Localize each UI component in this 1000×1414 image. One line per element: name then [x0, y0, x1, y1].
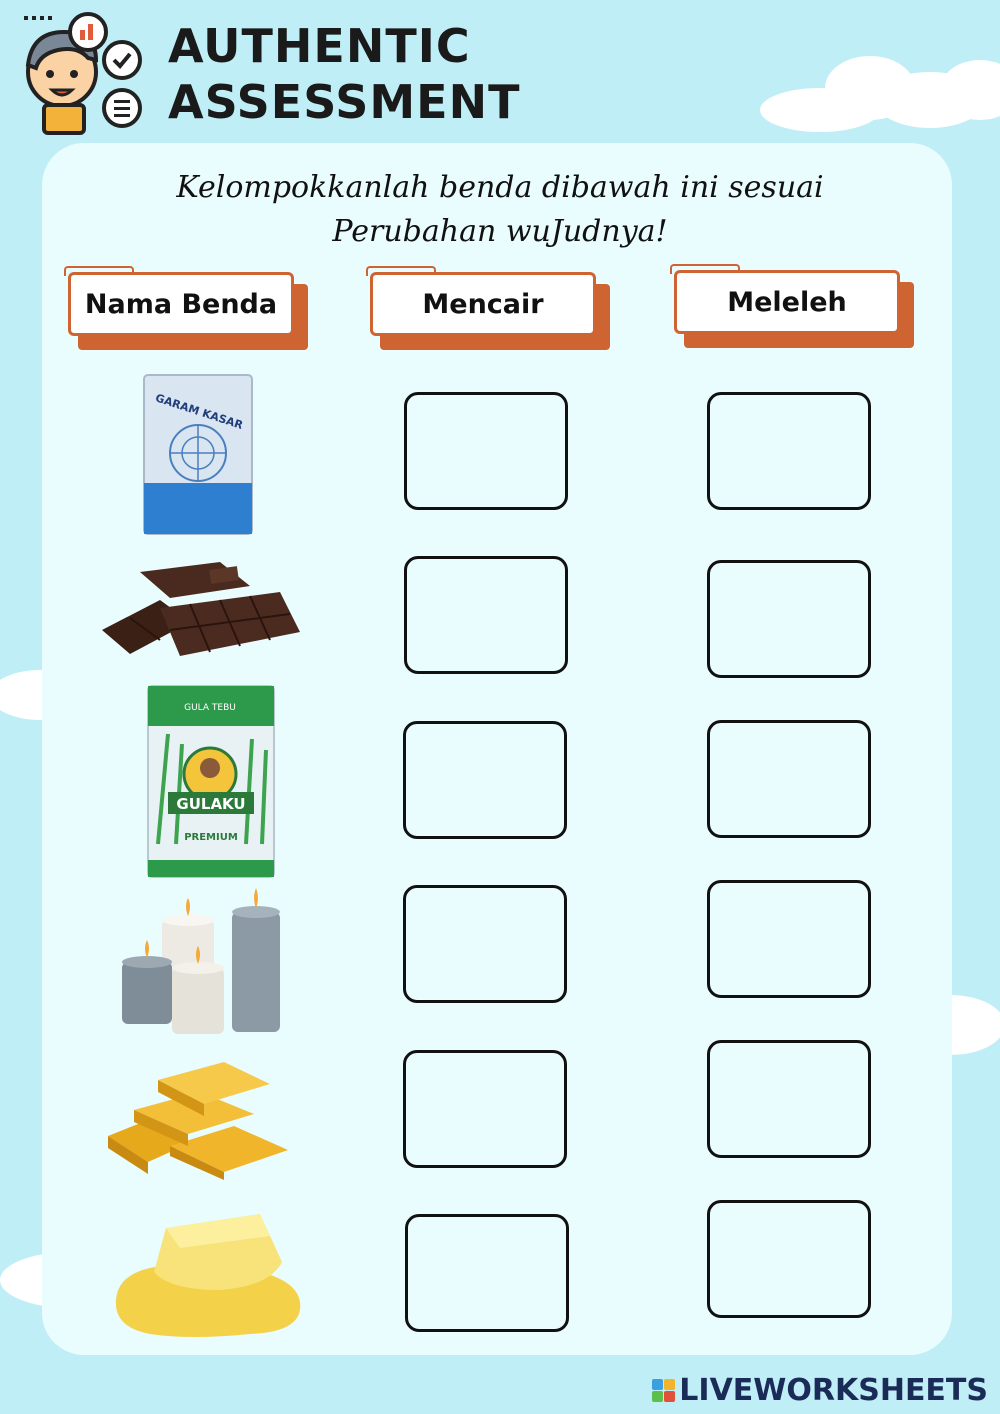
- page-title: AUTHENTIC ASSESSMENT: [168, 19, 521, 129]
- answer-box-mencair-6[interactable]: [405, 1214, 569, 1332]
- candles-image[interactable]: [118, 884, 284, 1038]
- gulaku-sugar-bag-image[interactable]: [146, 684, 276, 879]
- column-header-meleleh: Meleleh: [674, 270, 914, 350]
- answer-box-meleleh-3[interactable]: [707, 720, 871, 838]
- chocolate-bar-image[interactable]: [100, 560, 302, 660]
- answer-box-mencair-5[interactable]: [403, 1050, 567, 1168]
- column-header-nama-benda: Nama Benda: [68, 272, 308, 352]
- answer-box-mencair-4[interactable]: [403, 885, 567, 1003]
- answer-box-meleleh-5[interactable]: [707, 1040, 871, 1158]
- column-header-mencair: Mencair: [370, 272, 610, 352]
- answer-box-mencair-1[interactable]: [404, 392, 568, 510]
- answer-box-mencair-3[interactable]: [403, 721, 567, 839]
- answer-box-meleleh-4[interactable]: [707, 880, 871, 998]
- cloud-decoration: [740, 40, 1000, 140]
- answer-box-meleleh-1[interactable]: [707, 392, 871, 510]
- melting-butter-image[interactable]: [110, 1206, 306, 1340]
- footer-brand: LIVEWORKSHEETS: [679, 1373, 988, 1408]
- teacher-avatar-icon: [18, 10, 148, 135]
- svg-text:GULAKU: GULAKU: [176, 795, 246, 813]
- svg-text:GARAM KASAR: GARAM KASAR: [153, 391, 245, 432]
- gold-bars-image[interactable]: [104, 1050, 292, 1180]
- instruction-text: Kelompokkanlah benda dibawah ini sesuai Perubahan wuJudnya!: [176, 170, 824, 249]
- svg-text:PREMIUM: PREMIUM: [184, 832, 238, 843]
- answer-box-meleleh-2[interactable]: [707, 560, 871, 678]
- svg-text:GULA TEBU: GULA TEBU: [184, 703, 236, 713]
- liveworksheets-logo[interactable]: [652, 1373, 988, 1408]
- answer-box-mencair-2[interactable]: [404, 556, 568, 674]
- liveworksheets-grid-icon: [652, 1379, 675, 1402]
- garam-kasar-bag-image[interactable]: [142, 373, 254, 536]
- answer-box-meleleh-6[interactable]: [707, 1200, 871, 1318]
